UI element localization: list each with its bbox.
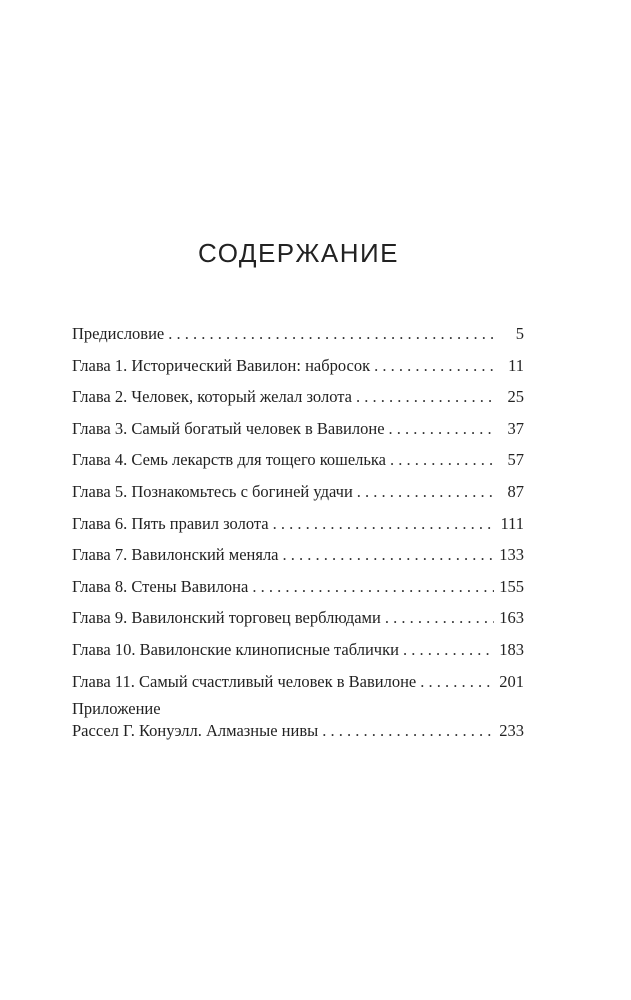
toc-entry-page-number: 183 (499, 639, 524, 659)
dot-leader (273, 508, 494, 540)
toc-entry-title: Предисловие (72, 324, 165, 343)
toc-entry-title: Глава 10. Вавилонские клинописные таблички (72, 639, 399, 659)
dot-leader (385, 602, 494, 634)
toc-entry-page-number: 25 (507, 387, 524, 407)
toc-entry-title: Глава 4. Семь лекарств для тощего кошелька (72, 450, 386, 470)
toc-entry-chapter-10[interactable] (72, 634, 524, 666)
dot-leader (357, 476, 494, 508)
toc-entry-page-number: 201 (499, 671, 524, 691)
appendix-heading: Приложение (72, 699, 161, 719)
toc-entry-chapter-3[interactable] (72, 413, 524, 445)
toc-entry-chapter-1[interactable] (72, 350, 524, 382)
toc-entry-title: Рассел Г. Конуэлл. Алмазные нивы (72, 721, 319, 741)
toc-entry-title: Глава 9. Вавилонский торговец верблюдами (72, 608, 381, 628)
toc-entry-page-number: 233 (499, 721, 524, 741)
toc-entry-page-number: 155 (499, 576, 524, 596)
toc-entry-title: Глава 1. Исторический Вавилон: набросок (72, 355, 371, 375)
toc-appendix (72, 699, 524, 743)
toc-entry-title: Глава 7. Вавилонский меняла (72, 545, 279, 565)
dot-leader (374, 350, 494, 382)
toc-entry-chapter-5[interactable] (72, 476, 524, 508)
dot-leader (283, 539, 494, 571)
toc-entry-chapter-8[interactable] (72, 571, 524, 603)
toc-entry-chapter-4[interactable] (72, 444, 524, 476)
toc-entry-title: Глава 8. Стены Вавилона (72, 576, 249, 596)
dot-leader (403, 634, 494, 666)
toc-entry-page-number: 11 (508, 355, 524, 375)
toc-entry-title: Глава 5. Познакомьтесь с богиней удачи (72, 481, 353, 501)
dot-leader (389, 413, 494, 445)
toc-entry-title: Глава 6. Пять правил золота (72, 513, 269, 533)
toc-entry-chapter-2[interactable] (72, 381, 524, 413)
dot-leader (390, 444, 494, 476)
dot-leader (356, 381, 494, 413)
toc-entry-page-number: 37 (507, 418, 524, 438)
toc-entry-page-number: 57 (507, 450, 524, 470)
toc-entry-title: Глава 2. Человек, который желал золота (72, 387, 352, 407)
toc-entry-preface[interactable] (72, 318, 524, 350)
toc-entry-title: Глава 3. Самый богатый человек в Вавилоне (72, 418, 385, 438)
toc-entry-page-number: 5 (515, 324, 524, 343)
toc-entry-chapter-11[interactable] (72, 666, 524, 698)
toc-entry-page-number: 163 (499, 608, 524, 628)
toc-entry-chapter-7[interactable] (72, 539, 524, 571)
toc-entry-page-number: 87 (507, 481, 524, 501)
page-title: СОДЕРЖАНИЕ (197, 238, 399, 268)
dot-leader (168, 318, 494, 350)
toc-entry-page-number: 111 (500, 513, 524, 533)
toc-entry-chapter-9[interactable] (72, 602, 524, 634)
dot-leader (322, 719, 494, 743)
dot-leader (252, 571, 494, 603)
toc-entry-appendix[interactable] (72, 719, 524, 743)
toc-entry-title: Глава 11. Самый счастливый человек в Вавилоне (72, 671, 417, 691)
toc-entry-chapter-6[interactable] (72, 508, 524, 540)
table-of-contents (72, 318, 524, 743)
toc-entry-page-number: 133 (499, 545, 524, 565)
dot-leader (420, 666, 494, 698)
